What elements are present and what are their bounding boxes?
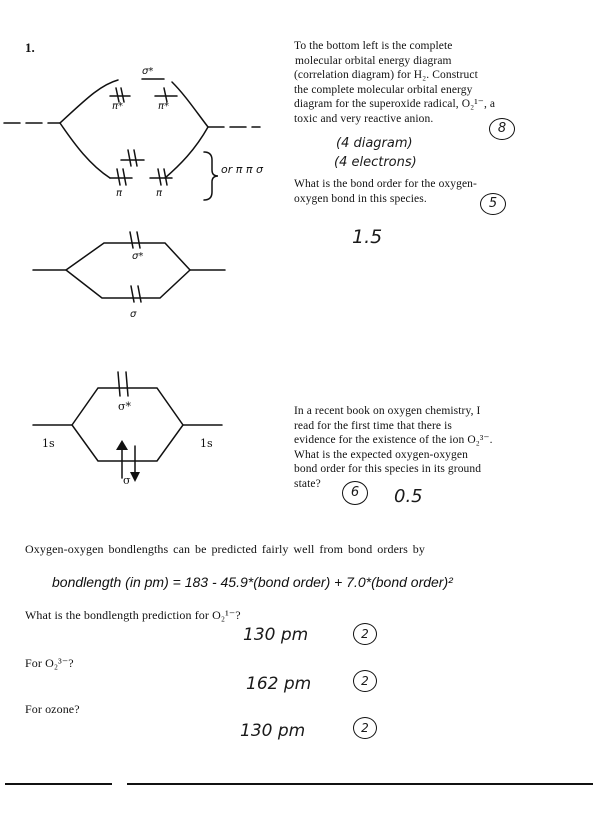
sigma-label: σ (123, 474, 131, 487)
brace-note: or π π σ (221, 163, 263, 176)
q2-line: In a recent book on oxygen chemistry, I (294, 405, 481, 417)
pi-star-label: π* (158, 101, 170, 112)
q2-line: read for the first time that there is (294, 419, 452, 432)
score-circle (353, 623, 377, 645)
score-circle (342, 481, 368, 505)
score-value: 2 (361, 627, 369, 641)
q2-line: evidence for the existence of the ion O₂³⁻. (294, 434, 493, 447)
pi-star-label: π* (112, 101, 124, 112)
q1-line: (correlation diagram) for H₂. Construct (294, 69, 478, 82)
score-circle (353, 717, 377, 739)
correlation-line (60, 80, 118, 123)
q2-text (294, 404, 544, 492)
q1-line: To the bottom left is the complete (294, 40, 453, 52)
q2-line: What is the expected oxygen-oxygen (294, 448, 468, 461)
hand-note: (4 diagram) (336, 136, 413, 151)
footer-rule-right (127, 783, 593, 785)
footer-rule-left (5, 783, 112, 785)
pi-label: π (116, 188, 123, 199)
score-value: 6 (350, 485, 360, 500)
sigma-star-label: σ* (132, 251, 144, 262)
correlation-line (172, 82, 208, 127)
correlation-hexagon (66, 243, 190, 298)
q1-line: diagram for the superoxide radical, O₂¹⁻, a (294, 98, 496, 111)
electron-pair (158, 169, 167, 185)
sigma-star-label: σ* (118, 400, 132, 413)
question-number: 1. (25, 40, 35, 55)
bondlength-answer: 130 pm (243, 625, 309, 645)
atomic-orbital-label: 1s (42, 437, 55, 450)
bondlength-answer: 130 pm (240, 721, 306, 741)
bondlength-question: For ozone? (25, 702, 80, 716)
bondlength-question: What is the bondlength prediction for O₂¹⁻? (25, 608, 241, 622)
correlation-line (165, 127, 208, 178)
bondlength-answer: 162 pm (246, 674, 312, 694)
correlation-hexagon (72, 388, 183, 461)
electron (164, 88, 167, 102)
bond-order-question-line: What is the bond order for the oxygen- (294, 178, 477, 190)
electron-pair (118, 372, 128, 396)
atomic-orbital-label: 1s (200, 437, 213, 450)
q2-line: bond order for this species in its ground (294, 463, 482, 476)
score-value: 8 (497, 121, 507, 136)
score-value: 5 (488, 196, 498, 211)
bondlength-intro: Oxygen-oxygen bondlengths can be predicted fairly well from bond orders by (25, 542, 425, 556)
bondlength-formula: bondlength (in pm) = 183 - 45.9*(bond order) + 7.0*(bond order)² (52, 574, 453, 590)
q1-line: molecular orbital energy diagram (295, 54, 452, 67)
bondlength-question: For O₂³⁻? (25, 656, 74, 670)
electron-pair (131, 286, 141, 302)
score-circle (353, 670, 377, 692)
brace (204, 152, 218, 200)
arrow-head-up (116, 440, 128, 450)
sigma-label: σ (130, 309, 137, 320)
electron-pair (130, 232, 140, 248)
electron-pair (116, 88, 124, 102)
q2-line: state? (294, 477, 321, 490)
pi-label: π (156, 188, 163, 199)
q1-line: the complete molecular orbital energy (294, 83, 473, 96)
electron-pair (117, 169, 126, 185)
correlation-line (60, 123, 110, 178)
q1-line: toxic and very reactive anion. (294, 112, 434, 125)
hand-note: (4 electrons) (334, 155, 417, 170)
electron-pair (128, 150, 137, 166)
bond-order-answer: 1.5 (352, 226, 383, 248)
bond-order-question-line: oxygen bond in this species. (294, 192, 427, 205)
sigma-star-label: σ* (142, 66, 154, 77)
score-value: 2 (361, 674, 369, 688)
arrow-head-down (130, 472, 140, 482)
q2-answer: 0.5 (394, 486, 423, 507)
score-value: 2 (361, 721, 369, 735)
